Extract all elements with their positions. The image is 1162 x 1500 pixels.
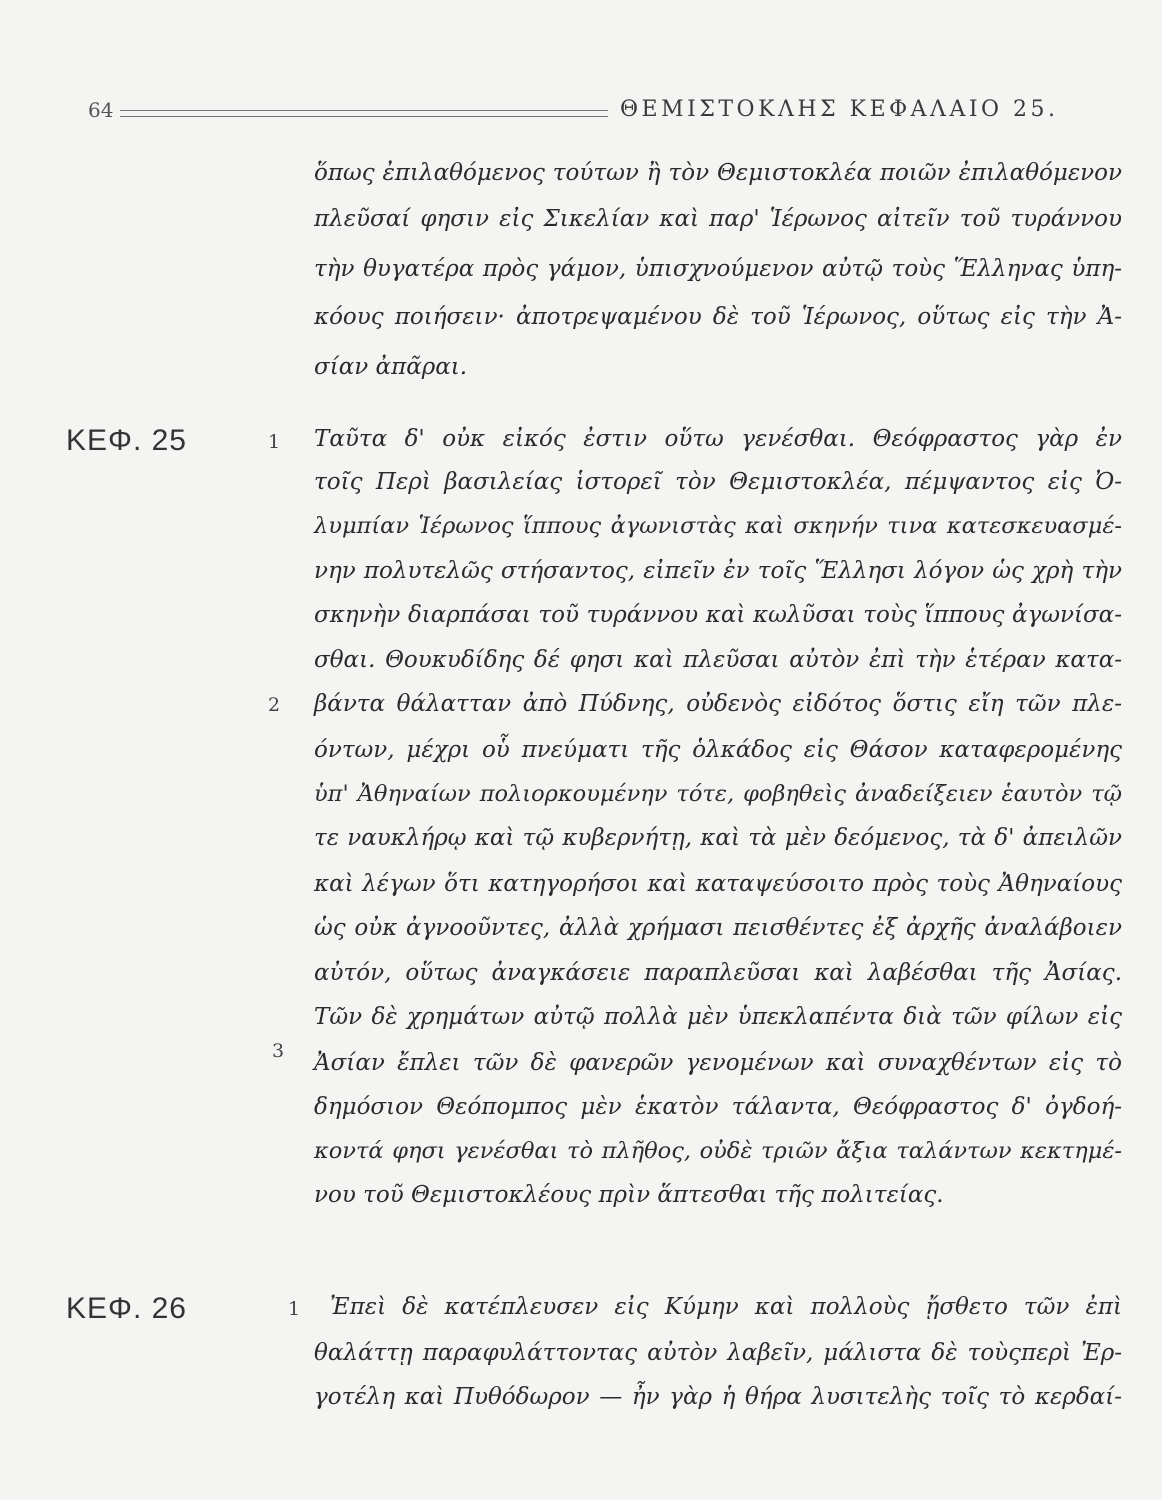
text-line: ὑπ' Ἀθηναίων πολιορκουμένην τότε, φοβηθεὶς ἀναδείξειεν ἑαυτὸν τῷ [314,781,1122,807]
text-line: σίαν ἀπᾶραι. [314,354,468,380]
text-line: Τῶν δὲ χρημάτων αὐτῷ πολλὰ μὲν ὑπεκλαπέντα διὰ τῶν φίλων εἰς [314,1004,1122,1030]
text-line: νου τοῦ Θεμιστοκλέους πρὶν ἅπτεσθαι τῆς πολιτείας. [314,1182,944,1208]
text-line: ὡς οὐκ ἀγνοοῦντες, ἀλλὰ χρήμασι πεισθέντες ἐξ ἀρχῆς ἀναλάβοιεν [314,915,1122,941]
chapter-label: ΚΕΦ. 25 [66,424,187,457]
section-number: 3 [272,1040,285,1062]
text-line: κοντά φησι γενέσθαι τὸ πλῆθος, οὐδὲ τριῶν ἄξια ταλάντων κεκτημέ- [314,1138,1122,1164]
section-number: 2 [268,694,281,716]
text-line: τε ναυκλήρῳ καὶ τῷ κυβερνήτῃ, καὶ τὰ μὲν δεόμενος, τὰ δ' ἀπειλῶν [314,825,1122,851]
text-line: αὐτόν, οὕτως ἀναγκάσειε παραπλεῦσαι καὶ λαβέσθαι τῆς Ἀσίας. [314,960,1122,986]
section-number: 1 [268,431,281,453]
page-number: 64 [88,98,114,122]
text-line: δημόσιον Θεόπομπος μὲν ἑκατὸν τάλαντα, Θεόφραστος δ' ὀγδοή- [314,1094,1122,1120]
text-line: ὅπως ἐπιλαθόμενος τούτων ἢ τὸν Θεμιστοκλέα ποιῶν ἐπιλαθόμενον [314,160,1122,186]
text-line: κόους ποιήσειν· ἀποτρεψαμένου δὲ τοῦ Ἱέρωνος, οὕτως εἰς τὴν Ἀ- [314,304,1122,330]
text-line: όντων, μέχρι οὗ πνεύματι τῆς ὁλκάδος εἰς Θάσον καταφερομένης [314,737,1122,763]
text-line: Ἀσίαν ἔπλει τῶν δὲ φανερῶν γενομένων καὶ συναχθέντων εἰς τὸ [314,1050,1122,1076]
text-line: θαλάττῃ παραφυλάττοντας αὐτὸν λαβεῖν, μάλιστα δὲ τοὺςπερὶ Ἐρ- [314,1340,1122,1366]
text-line: λυμπίαν Ἱέρωνος ἵππους ἀγωνιστὰς καὶ σκηνήν τινα κατεσκευασμέ- [314,513,1122,539]
text-line: τοῖς Περὶ βασιλείας ἱστορεῖ τὸν Θεμιστοκλέα, πέμψαντος εἰς Ὀ- [314,469,1122,495]
header-rule [120,110,608,117]
section-number: 1 [288,1298,301,1320]
text-line: νην πολυτελῶς στήσαντος, εἰπεῖν ἐν τοῖς Ἕλλησι λόγον ὡς χρὴ τὴν [314,558,1122,584]
text-line: τὴν θυγατέρα πρὸς γάμον, ὑπισχνούμενον αὐτῷ τοὺς Ἕλληνας ὑπη- [314,256,1122,282]
text-line: σκηνὴν διαρπάσαι τοῦ τυράννου καὶ κωλῦσαι τοὺς ἵππους ἀγωνίσα- [314,602,1122,628]
chapter-label: ΚΕΦ. 26 [66,1292,187,1325]
text-line: Ταῦτα δ' οὐκ εἰκός ἐστιν οὕτω γενέσθαι. Θεόφραστος γὰρ ἐν [314,426,1122,452]
running-title: ΘΕΜΙΣΤΟΚΛΗΣ ΚΕΦΑΛΑΙΟ 25. [620,97,1059,122]
text-line: σθαι. Θουκυδίδης δέ φησι καὶ πλεῦσαι αὐτὸν ἐπὶ τὴν ἑτέραν κατα- [314,647,1122,673]
text-line: γοτέλη καὶ Πυθόδωρον — ἦν γὰρ ἡ θήρα λυσιτελὴς τοῖς τὸ κερδαί- [314,1384,1122,1410]
text-line: Ἐπεὶ δὲ κατέπλευσεν εἰς Κύμην καὶ πολλοὺς ᾔσθετο τῶν ἐπὶ [330,1294,1122,1320]
text-line: καὶ λέγων ὅτι κατηγορήσοι καὶ καταψεύσοιτο πρὸς τοὺς Ἀθηναίους [314,871,1122,897]
text-line: βάντα θάλατταν ἀπὸ Πύδνης, οὐδενὸς εἰδότος ὅστις εἴη τῶν πλε- [314,691,1122,717]
text-line: πλεῦσαί φησιν εἰς Σικελίαν καὶ παρ' Ἱέρωνος αἰτεῖν τοῦ τυράννου [314,206,1122,232]
